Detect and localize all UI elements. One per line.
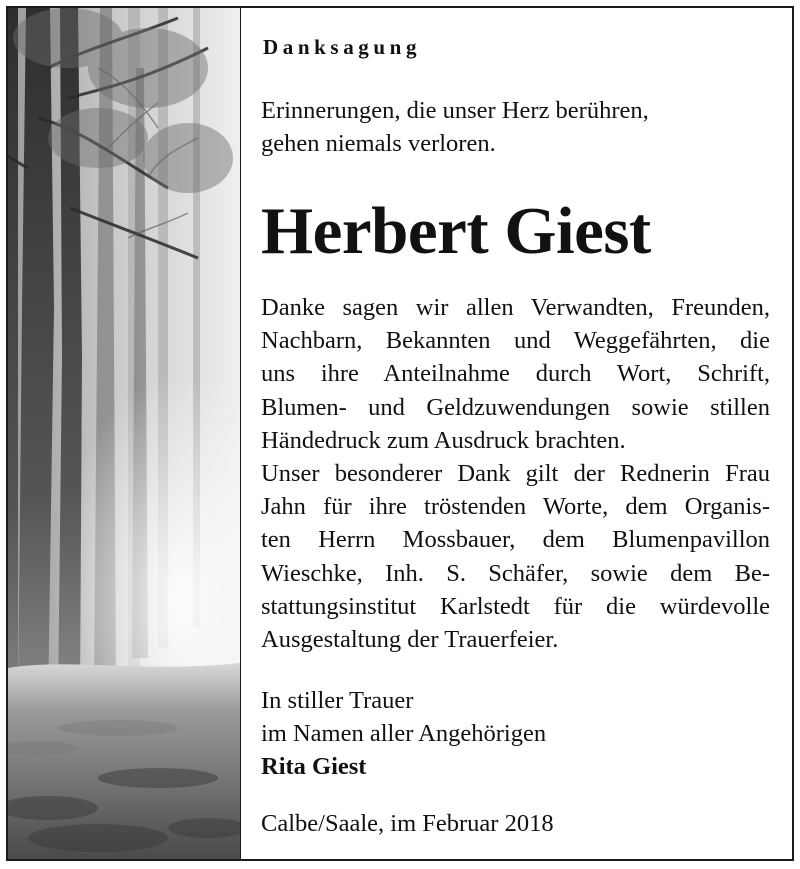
body-line: Unser besonderer Dank gilt der Rednerin Frau [261,460,770,488]
obituary-notice [6,6,794,861]
body-line: Ausgestaltung der Trauerfeier. [261,626,559,654]
notice-body [261,291,770,656]
closing-line: In stiller Trauer [261,687,414,714]
place-date: Calbe/Saale, im Februar 2018 [261,810,554,837]
body-line: Danke sagen wir allen Verwandten, Freunden, [261,294,770,321]
forest-illustration [8,8,240,859]
closing-line: im Namen aller Angehörigen [261,720,547,747]
motto-line: gehen niemals verloren. [261,130,496,157]
body-line: Wieschke, Inh. S. Schäfer, sowie dem Be- [261,559,770,587]
notice-closing [261,684,546,783]
body-line: ten Herrn Mossbauer, dem Blumenpavillon [261,526,770,554]
signer-name: Rita Giest [261,753,367,780]
body-line: stattungsinstitut Karlstedt für die würdevolle [261,592,770,620]
body-line: Händedruck zum Ausdruck brachten. [261,426,626,454]
body-line: Blumen- und Geldzuwendungen sowie stillen [261,393,770,421]
body-line: Jahn für ihre tröstenden Worte, dem Organis- [261,493,770,521]
notice-heading: Danksagung [263,35,422,59]
motto-line: Erinnerungen, die unser Herz berühren, [261,97,649,124]
forest-photo [8,8,241,859]
deceased-name: Herbert Giest [261,194,651,268]
notice-motto [261,94,783,160]
body-line: uns ihre Anteilnahme durch Wort, Schrift, [261,360,770,388]
body-line: Nachbarn, Bekannten und Weggefährten, die [261,327,770,355]
